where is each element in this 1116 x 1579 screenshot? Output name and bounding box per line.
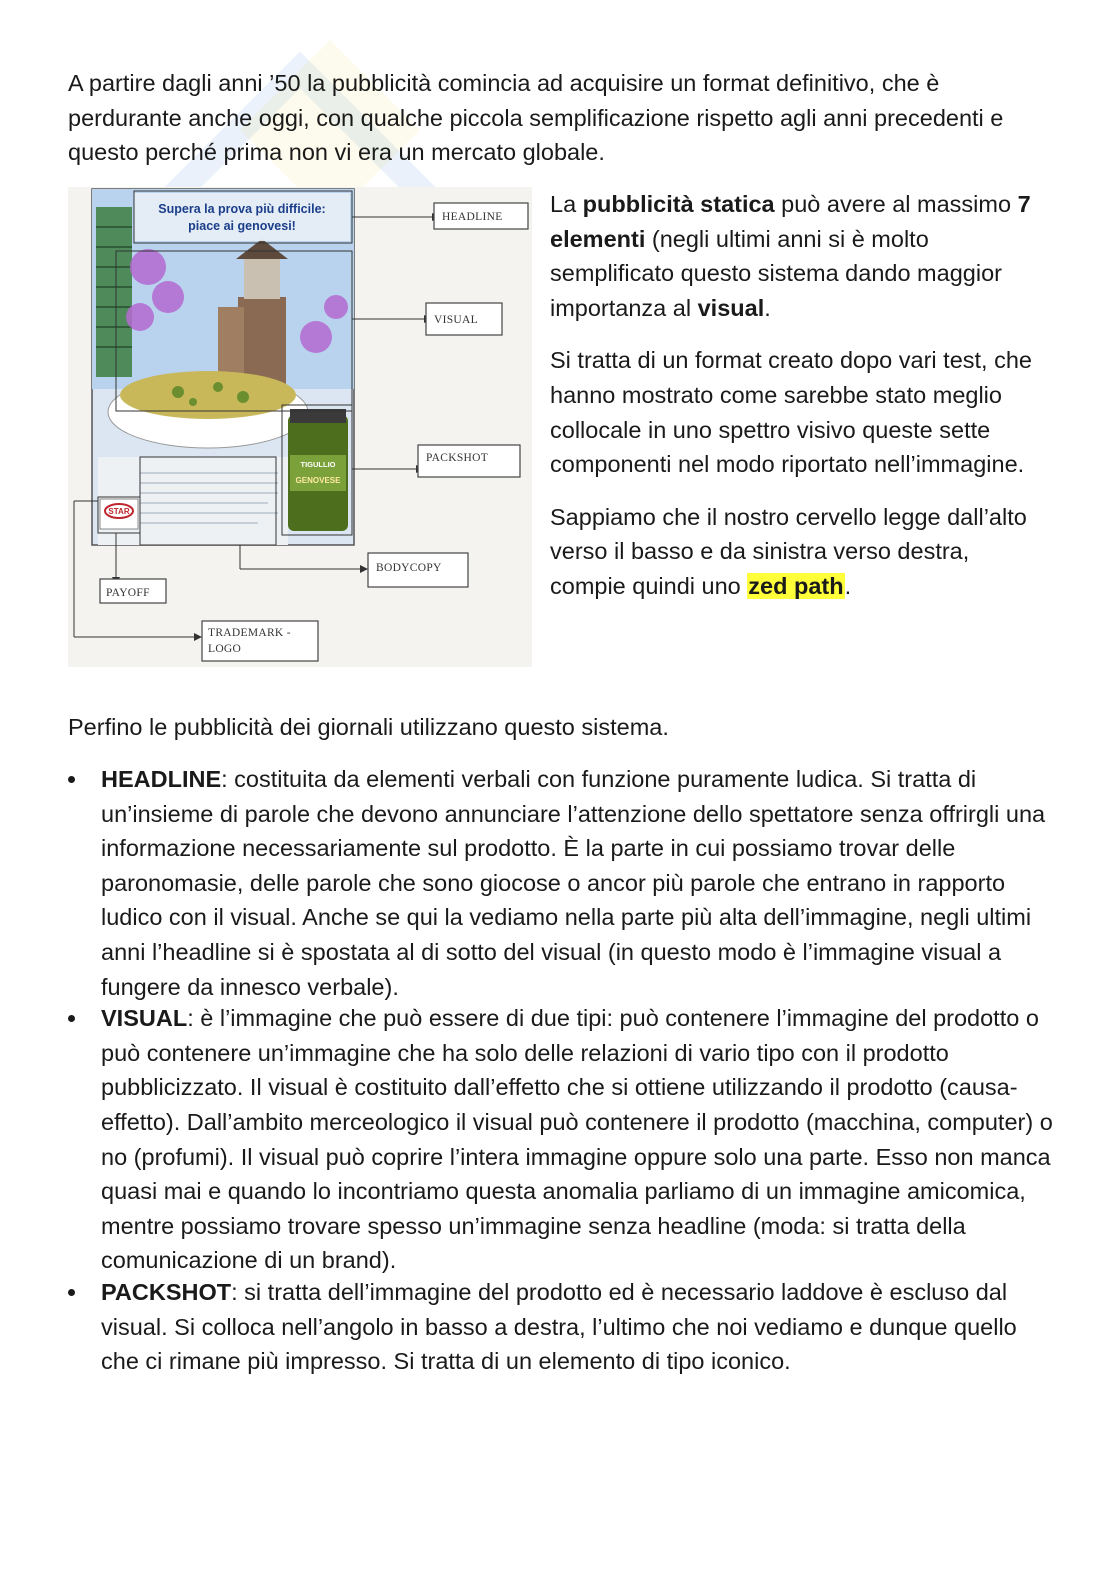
zed-path-paragraph [550,500,1050,604]
ad-headline-line2: piace ai genovesi! [188,219,296,233]
label-packshot: PACKSHOT [426,452,489,464]
label-payoff: PAYOFF [106,587,150,599]
label-bodycopy: BODYCOPY [376,562,442,574]
elements-list [68,762,1058,1376]
text-run: può avere al massimo [774,191,1018,217]
bold-static-ad: pubblicità statica [582,191,775,217]
format-paragraph: Si tratta di un format creato dopo vari test, che hanno mostrato come sarebbe stato meglio collocale in uno spettro visivo queste sette componenti nel modo riportato nell’immagine. [550,347,1032,478]
right-column [550,187,1050,622]
label-trademark-line2: LOGO [208,643,242,655]
list-item-headline [68,762,1058,1004]
bold-visual: visual [697,294,765,321]
term-headline: HEADLINE [101,766,222,792]
jar-brand: TIGULLIO [300,460,336,469]
intro-paragraph: A partire dagli anni ’50 la pubblicità comincia ad acquisire un format definitivo, che è perdurante anche oggi, con qualche piccola semplificazione rispetto agli anni precedenti e questo perché prima non vi era un mercato globale. [68,70,1004,166]
label-trademark-line1: TRADEMARK - [208,627,291,639]
label-headline: HEADLINE [442,211,503,223]
ad-headline-line1: Supera la prova più difficile: [158,202,326,216]
ad-poster [92,189,354,545]
list-item-visual [68,1001,1058,1278]
term-visual: VISUAL [101,1005,188,1032]
ad-layout-diagram [68,187,532,667]
text-run: (negli ultimi anni si è molto semplificato questo sistema dando maggior importanza al [550,225,1002,321]
highlight-zed-path: zed path [748,572,844,599]
definition-packshot: : si tratta dell’immagine del prodotto ed è necessario laddove è escluso dal visual. Si colloca nell’angolo in basso a destra, l’ultimo che noi vediamo e dunque quello che ci rimane più impresso. Si tratta di un elemento di tipo iconico. [101,1278,1017,1375]
star-logo: STAR [108,507,130,516]
text-run: . [844,572,852,599]
term-packshot: PACKSHOT [101,1278,232,1305]
ad-layout-figure [68,187,532,667]
jar-label: GENOVESE [295,476,341,485]
label-visual: VISUAL [434,314,478,326]
newspaper-paragraph: Perfino le pubblicità dei giornali utilizzano questo sistema. [68,714,669,740]
definition-headline: : costituita da elementi verbali con funzione puramente ludica. Si tratta di un’insieme di parole che devono annunciare l’attenzione dello spettatore senza offrirgli una informazione necessariamente sul prodotto. È la parte in cui possiamo trovar delle paronomasie, delle parole che sono giocose o ancor più parole che entrano in rapporto ludico con il visual. Anche se qui la vediamo nella parte più alta dell’immagine, negli ultimi anni l’headline si è spostata al di sotto del visual (in questo modo è l’immagine visual a fungere da innesco verbale). [101,766,1046,1000]
bold-seven-elements: 7 elementi [550,191,1031,252]
text-run: La [550,191,583,217]
list-item-packshot [68,1275,1058,1379]
text-run: . [764,294,771,321]
definition-visual: : è l’immagine che può essere di due tipi: può contenere l’immagine del prodotto o può contenere un’immagine che ha solo delle relazioni di vario tipo con il prodotto pubblicizzato. Il visual è costituito dall’effetto che si ottiene utilizzando il prodotto (causa- effetto). Dall’ambito merceologico il visual può contenere il prodotto (macchina, computer) o no (profumi). Il visual può coprire l’intera immagine oppure solo una parte. Esso non manca quasi mai e quando lo incontriamo questa anomalia parliamo di un immagine amicomica, mentre possiamo trovare spesso un’immagine senza headline (moda: si tratta della comunicazione di un brand). [101,1005,1053,1274]
text-run: Sappiamo che il nostro cervello legge dall’alto verso il basso e da sinistra verso destra, compie quindi uno [550,503,1027,599]
static-ad-paragraph [550,187,1050,325]
